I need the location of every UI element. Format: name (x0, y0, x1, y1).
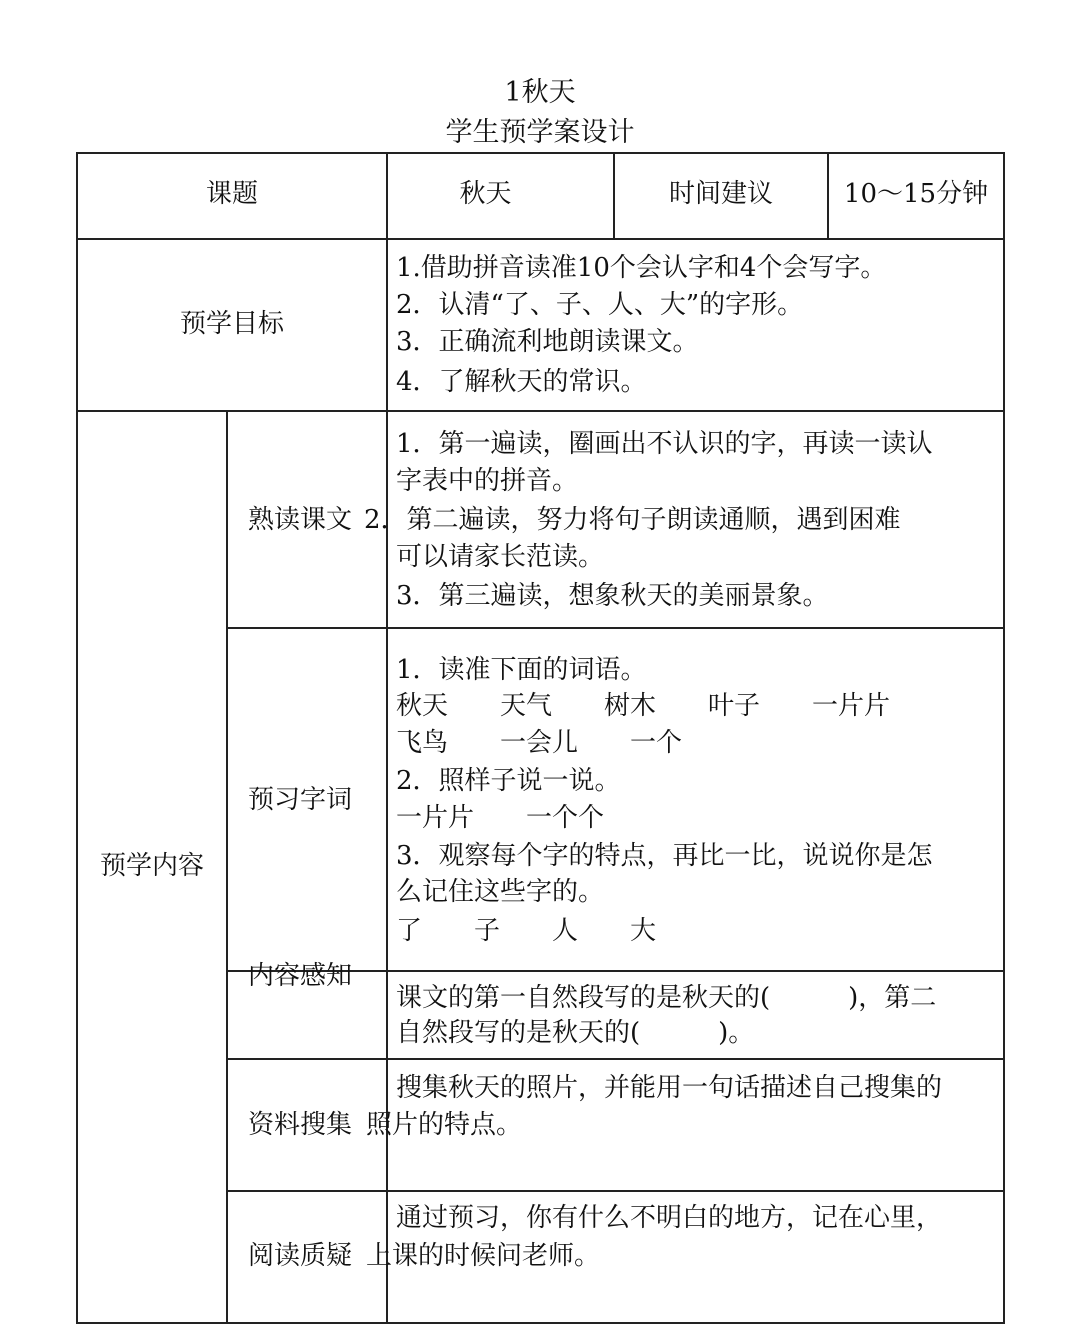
subject-label: 课题 (205, 179, 258, 209)
goals-label: 预学目标 (179, 309, 284, 339)
section-line: 搜集秋天的照片，并能用一句话描述自己搜集的 (396, 1073, 943, 1103)
goal-line: 3．正确流利地朗读课文。 (396, 327, 699, 357)
section-line: 通过预习，你有什么不明白的地方，记在心里， (396, 1203, 943, 1233)
section-label-question: 阅读质疑 (248, 1241, 353, 1271)
subject-value: 秋天 (459, 179, 512, 209)
goal-line: 4．了解秋天的常识。 (396, 367, 647, 397)
section-line: 飞鸟 一会儿 一个 (396, 728, 683, 758)
section-line: 字表中的拼音。 (396, 466, 579, 496)
section-label-collect: 资料搜集 (248, 1110, 353, 1140)
section-line: 可以请家长范读。 (396, 542, 605, 572)
section-label-perception: 内容感知 (248, 961, 353, 991)
section-line: 3．观察每个字的特点，再比一比，说说你是怎 (396, 841, 933, 871)
doc-subtitle: 学生预学案设计 (445, 117, 635, 148)
doc-title: 1秋天 (504, 77, 576, 108)
section-line: 3．第三遍读，想象秋天的美丽景象。 (396, 581, 829, 611)
section-line: 课文的第一自然段写的是秋天的( )，第二 (396, 983, 937, 1013)
section-line: 自然段写的是秋天的( )。 (396, 1018, 755, 1048)
section-label-words: 预习字词 (248, 785, 353, 815)
section-line: 秋天 天气 树木 叶子 一片片 (396, 691, 891, 721)
section-line: 一片片 一个个 (396, 803, 605, 833)
section-label-read: 熟读课文 (248, 505, 353, 535)
section-line: 2．第二遍读，努力将句子朗读通顺，遇到困难 (364, 505, 901, 535)
section-line: 2．照样子说一说。 (396, 766, 621, 796)
time-value: 10～15分钟 (843, 179, 989, 209)
time-label: 时间建议 (668, 179, 773, 209)
section-line: 么记住这些字的。 (396, 877, 605, 907)
section-line: 1．第一遍读，圈画出不认识的字，再读一读认 (396, 429, 933, 459)
goal-line: 1.借助拼音读准10个会认字和4个会写字。 (396, 253, 887, 283)
content-label: 预学内容 (99, 851, 204, 881)
goal-line: 2．认清“了、子、人、大”的字形。 (396, 290, 804, 320)
section-line: 上课的时候问老师。 (366, 1241, 601, 1271)
section-line: 1．读准下面的词语。 (396, 655, 647, 685)
section-line: 照片的特点。 (366, 1110, 523, 1140)
section-line: 了 子 人 大 (396, 916, 657, 946)
